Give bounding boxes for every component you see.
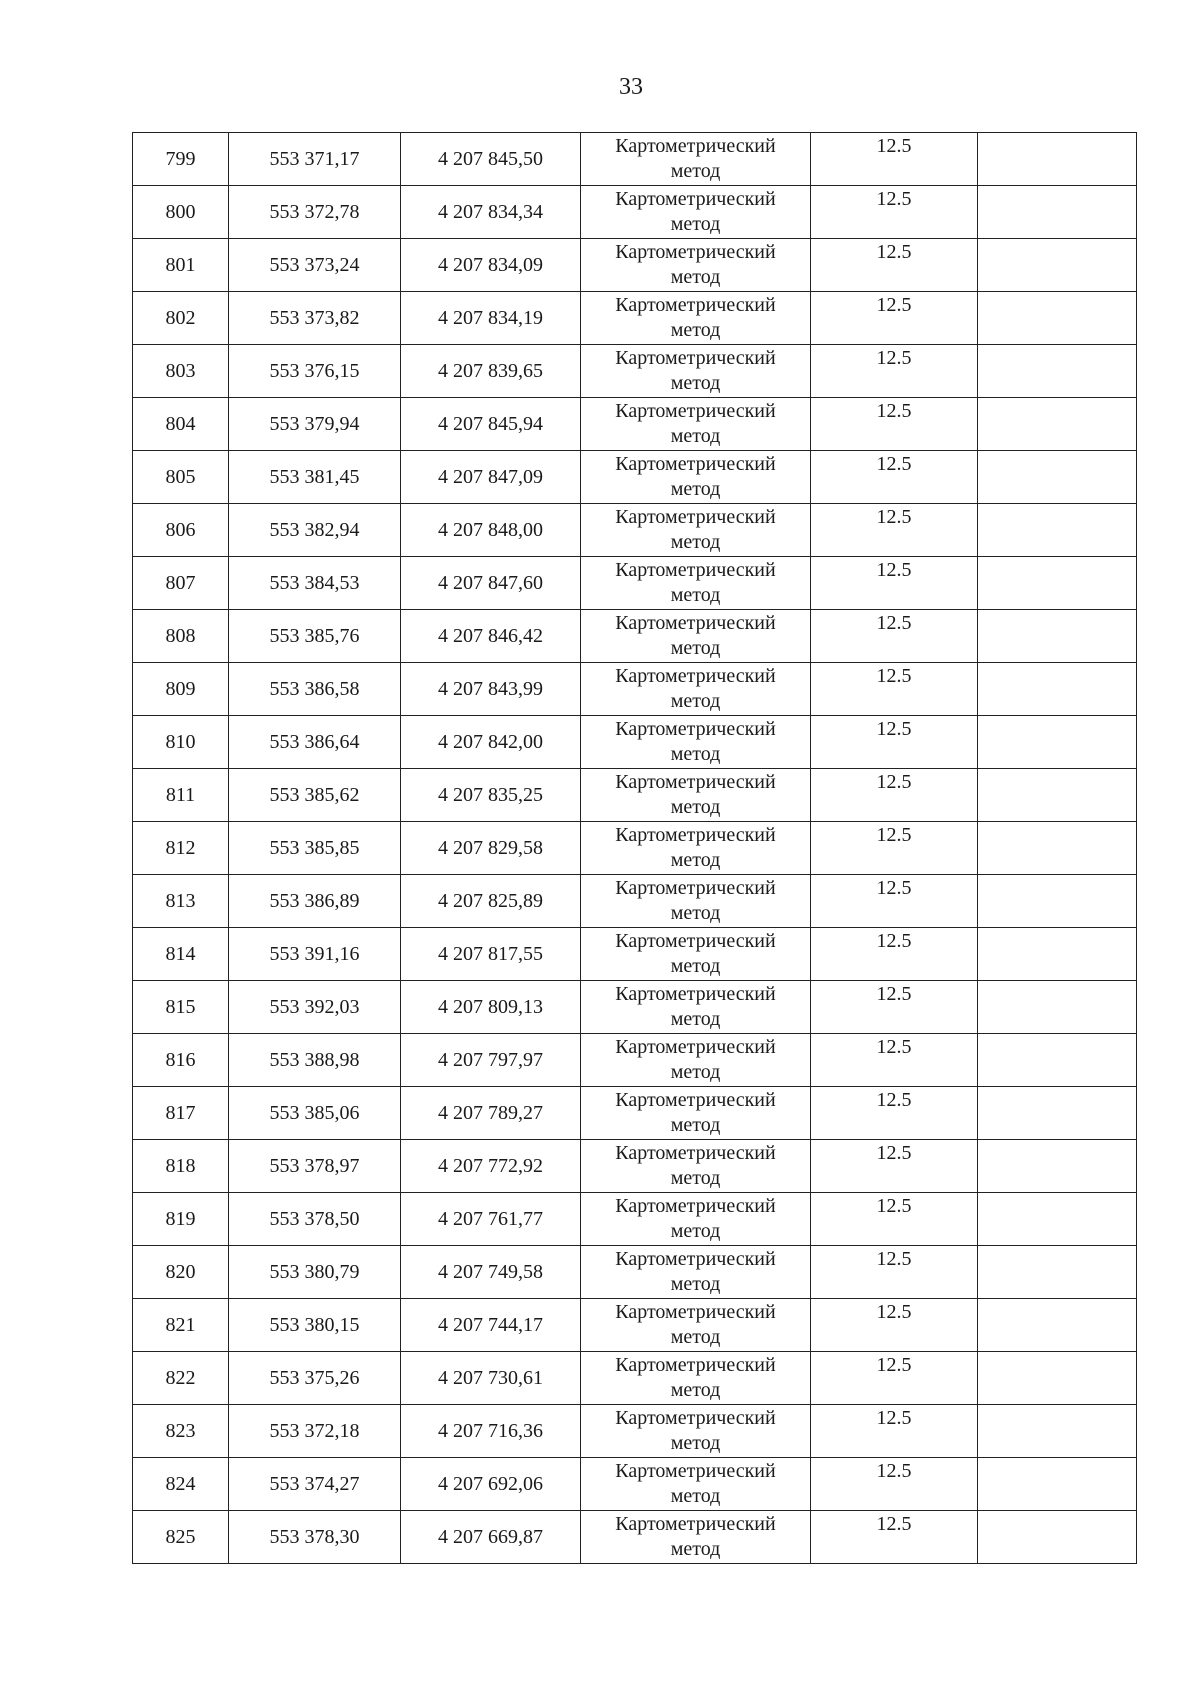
y-coordinate-cell: 4 207 842,00 — [401, 716, 581, 769]
method-label-line2: метод — [670, 584, 721, 606]
point-number-cell: 818 — [133, 1140, 229, 1193]
x-coordinate-cell: 553 386,64 — [229, 716, 401, 769]
table-row — [133, 1511, 1137, 1564]
method-label-line1: Картометрический — [615, 1195, 776, 1217]
table-row — [133, 1458, 1137, 1511]
y-coordinate-cell: 4 207 789,27 — [401, 1087, 581, 1140]
extra-cell — [978, 557, 1137, 610]
method-cell — [581, 1193, 811, 1246]
point-number-cell: 803 — [133, 345, 229, 398]
accuracy-cell: 12.5 — [811, 1246, 978, 1299]
method-label-line1: Картометрический — [615, 665, 776, 687]
table-row — [133, 557, 1137, 610]
method-cell — [581, 610, 811, 663]
point-number-cell: 809 — [133, 663, 229, 716]
point-number-cell: 811 — [133, 769, 229, 822]
point-number-cell: 815 — [133, 981, 229, 1034]
accuracy-cell: 12.5 — [811, 1140, 978, 1193]
method-label-line2: метод — [670, 743, 721, 765]
method-cell — [581, 1511, 811, 1564]
method-label-line1: Картометрический — [615, 1354, 776, 1376]
point-number-cell: 825 — [133, 1511, 229, 1564]
table-row — [133, 1140, 1137, 1193]
method-label-line2: метод — [670, 1538, 721, 1560]
method-label-line1: Картометрический — [615, 453, 776, 475]
method-label-line2: метод — [670, 1167, 721, 1189]
y-coordinate-cell: 4 207 797,97 — [401, 1034, 581, 1087]
x-coordinate-cell: 553 380,15 — [229, 1299, 401, 1352]
method-cell — [581, 451, 811, 504]
table-row — [133, 822, 1137, 875]
extra-cell — [978, 133, 1137, 186]
method-label-line2: метод — [670, 213, 721, 235]
y-coordinate-cell: 4 207 809,13 — [401, 981, 581, 1034]
method-cell — [581, 981, 811, 1034]
extra-cell — [978, 1299, 1137, 1352]
y-coordinate-cell: 4 207 847,60 — [401, 557, 581, 610]
accuracy-cell: 12.5 — [811, 769, 978, 822]
y-coordinate-cell: 4 207 845,50 — [401, 133, 581, 186]
method-label-line2: метод — [670, 425, 721, 447]
method-label-line1: Картометрический — [615, 1513, 776, 1535]
extra-cell — [978, 716, 1137, 769]
page-number: 33 — [619, 74, 643, 100]
extra-cell — [978, 610, 1137, 663]
table-row — [133, 1034, 1137, 1087]
table-row — [133, 345, 1137, 398]
extra-cell — [978, 1458, 1137, 1511]
method-label-line1: Картометрический — [615, 400, 776, 422]
extra-cell — [978, 663, 1137, 716]
y-coordinate-cell: 4 207 817,55 — [401, 928, 581, 981]
extra-cell — [978, 1087, 1137, 1140]
method-label-line2: метод — [670, 1432, 721, 1454]
accuracy-cell: 12.5 — [811, 133, 978, 186]
table-row — [133, 398, 1137, 451]
extra-cell — [978, 1511, 1137, 1564]
table-row — [133, 292, 1137, 345]
y-coordinate-cell: 4 207 839,65 — [401, 345, 581, 398]
point-number-cell: 814 — [133, 928, 229, 981]
method-cell — [581, 822, 811, 875]
method-cell — [581, 557, 811, 610]
method-label-line2: метод — [670, 1061, 721, 1083]
extra-cell — [978, 451, 1137, 504]
point-number-cell: 816 — [133, 1034, 229, 1087]
extra-cell — [978, 345, 1137, 398]
table-row — [133, 716, 1137, 769]
extra-cell — [978, 398, 1137, 451]
point-number-cell: 805 — [133, 451, 229, 504]
method-cell — [581, 1034, 811, 1087]
y-coordinate-cell: 4 207 835,25 — [401, 769, 581, 822]
extra-cell — [978, 928, 1137, 981]
accuracy-cell: 12.5 — [811, 292, 978, 345]
accuracy-cell: 12.5 — [811, 451, 978, 504]
point-number-cell: 821 — [133, 1299, 229, 1352]
table-row — [133, 875, 1137, 928]
method-cell — [581, 292, 811, 345]
point-number-cell: 822 — [133, 1352, 229, 1405]
table-row — [133, 769, 1137, 822]
accuracy-cell: 12.5 — [811, 610, 978, 663]
y-coordinate-cell: 4 207 846,42 — [401, 610, 581, 663]
method-label-line2: метод — [670, 478, 721, 500]
x-coordinate-cell: 553 374,27 — [229, 1458, 401, 1511]
accuracy-cell: 12.5 — [811, 1458, 978, 1511]
method-label-line2: метод — [670, 266, 721, 288]
extra-cell — [978, 292, 1137, 345]
method-cell — [581, 345, 811, 398]
y-coordinate-cell: 4 207 730,61 — [401, 1352, 581, 1405]
point-number-cell: 824 — [133, 1458, 229, 1511]
table-row — [133, 981, 1137, 1034]
point-number-cell: 817 — [133, 1087, 229, 1140]
x-coordinate-cell: 553 385,76 — [229, 610, 401, 663]
point-number-cell: 808 — [133, 610, 229, 663]
extra-cell — [978, 1193, 1137, 1246]
method-cell — [581, 398, 811, 451]
accuracy-cell: 12.5 — [811, 1087, 978, 1140]
method-cell — [581, 1246, 811, 1299]
accuracy-cell: 12.5 — [811, 186, 978, 239]
point-number-cell: 820 — [133, 1246, 229, 1299]
x-coordinate-cell: 553 381,45 — [229, 451, 401, 504]
table-row — [133, 1405, 1137, 1458]
point-number-cell: 807 — [133, 557, 229, 610]
method-label-line1: Картометрический — [615, 877, 776, 899]
x-coordinate-cell: 553 379,94 — [229, 398, 401, 451]
table-row — [133, 239, 1137, 292]
y-coordinate-cell: 4 207 847,09 — [401, 451, 581, 504]
method-label-line2: метод — [670, 637, 721, 659]
accuracy-cell: 12.5 — [811, 504, 978, 557]
method-label-line1: Картометрический — [615, 771, 776, 793]
y-coordinate-cell: 4 207 848,00 — [401, 504, 581, 557]
method-cell — [581, 504, 811, 557]
point-number-cell: 804 — [133, 398, 229, 451]
method-label-line1: Картометрический — [615, 718, 776, 740]
method-label-line1: Картометрический — [615, 347, 776, 369]
method-label-line2: метод — [670, 902, 721, 924]
method-label-line2: метод — [670, 1114, 721, 1136]
accuracy-cell: 12.5 — [811, 928, 978, 981]
extra-cell — [978, 1034, 1137, 1087]
method-cell — [581, 239, 811, 292]
y-coordinate-cell: 4 207 772,92 — [401, 1140, 581, 1193]
point-number-cell: 801 — [133, 239, 229, 292]
table-row — [133, 186, 1137, 239]
method-label-line1: Картометрический — [615, 612, 776, 634]
method-label-line1: Картометрический — [615, 1460, 776, 1482]
method-label-line2: метод — [670, 1220, 721, 1242]
method-cell — [581, 1087, 811, 1140]
extra-cell — [978, 1246, 1137, 1299]
x-coordinate-cell: 553 373,82 — [229, 292, 401, 345]
method-label-line1: Картометрический — [615, 241, 776, 263]
method-label-line1: Картометрический — [615, 559, 776, 581]
point-number-cell: 823 — [133, 1405, 229, 1458]
method-cell — [581, 186, 811, 239]
method-label-line1: Картометрический — [615, 983, 776, 1005]
method-label-line2: метод — [670, 1273, 721, 1295]
table-row — [133, 451, 1137, 504]
method-label-line1: Картометрический — [615, 1407, 776, 1429]
method-label-line2: метод — [670, 1485, 721, 1507]
x-coordinate-cell: 553 375,26 — [229, 1352, 401, 1405]
method-cell — [581, 1458, 811, 1511]
method-label-line1: Картометрический — [615, 188, 776, 210]
x-coordinate-cell: 553 372,78 — [229, 186, 401, 239]
table-row — [133, 504, 1137, 557]
accuracy-cell: 12.5 — [811, 345, 978, 398]
accuracy-cell: 12.5 — [811, 981, 978, 1034]
y-coordinate-cell: 4 207 843,99 — [401, 663, 581, 716]
accuracy-cell: 12.5 — [811, 557, 978, 610]
method-label-line1: Картометрический — [615, 930, 776, 952]
method-label-line2: метод — [670, 796, 721, 818]
extra-cell — [978, 186, 1137, 239]
x-coordinate-cell: 553 391,16 — [229, 928, 401, 981]
y-coordinate-cell: 4 207 834,34 — [401, 186, 581, 239]
x-coordinate-cell: 553 385,06 — [229, 1087, 401, 1140]
accuracy-cell: 12.5 — [811, 239, 978, 292]
accuracy-cell: 12.5 — [811, 1352, 978, 1405]
x-coordinate-cell: 553 378,50 — [229, 1193, 401, 1246]
method-label-line1: Картометрический — [615, 1089, 776, 1111]
point-number-cell: 812 — [133, 822, 229, 875]
x-coordinate-cell: 553 382,94 — [229, 504, 401, 557]
method-label-line2: метод — [670, 955, 721, 977]
method-label-line2: метод — [670, 160, 721, 182]
table-row — [133, 610, 1137, 663]
method-label-line2: метод — [670, 849, 721, 871]
method-cell — [581, 769, 811, 822]
method-cell — [581, 875, 811, 928]
x-coordinate-cell: 553 392,03 — [229, 981, 401, 1034]
method-label-line2: метод — [670, 690, 721, 712]
method-label-line2: метод — [670, 372, 721, 394]
accuracy-cell: 12.5 — [811, 1034, 978, 1087]
method-label-line1: Картометрический — [615, 506, 776, 528]
point-number-cell: 806 — [133, 504, 229, 557]
extra-cell — [978, 769, 1137, 822]
accuracy-cell: 12.5 — [811, 663, 978, 716]
extra-cell — [978, 504, 1137, 557]
point-number-cell: 813 — [133, 875, 229, 928]
method-label-line2: метод — [670, 1326, 721, 1348]
point-number-cell: 800 — [133, 186, 229, 239]
method-label-line2: метод — [670, 531, 721, 553]
extra-cell — [978, 239, 1137, 292]
y-coordinate-cell: 4 207 829,58 — [401, 822, 581, 875]
x-coordinate-cell: 553 378,30 — [229, 1511, 401, 1564]
point-number-cell: 819 — [133, 1193, 229, 1246]
extra-cell — [978, 822, 1137, 875]
method-label-line1: Картометрический — [615, 1036, 776, 1058]
y-coordinate-cell: 4 207 744,17 — [401, 1299, 581, 1352]
extra-cell — [978, 875, 1137, 928]
method-label-line2: метод — [670, 1379, 721, 1401]
method-label-line1: Картометрический — [615, 824, 776, 846]
y-coordinate-cell: 4 207 692,06 — [401, 1458, 581, 1511]
method-cell — [581, 1299, 811, 1352]
method-label-line2: метод — [670, 319, 721, 341]
x-coordinate-cell: 553 385,85 — [229, 822, 401, 875]
table-row — [133, 133, 1137, 186]
method-cell — [581, 1352, 811, 1405]
x-coordinate-cell: 553 385,62 — [229, 769, 401, 822]
method-label-line1: Картометрический — [615, 294, 776, 316]
accuracy-cell: 12.5 — [811, 716, 978, 769]
method-label-line1: Картометрический — [615, 1142, 776, 1164]
y-coordinate-cell: 4 207 749,58 — [401, 1246, 581, 1299]
x-coordinate-cell: 553 376,15 — [229, 345, 401, 398]
table-row — [133, 1299, 1137, 1352]
table-row — [133, 1246, 1137, 1299]
point-number-cell: 810 — [133, 716, 229, 769]
y-coordinate-cell: 4 207 669,87 — [401, 1511, 581, 1564]
point-number-cell: 799 — [133, 133, 229, 186]
x-coordinate-cell: 553 371,17 — [229, 133, 401, 186]
y-coordinate-cell: 4 207 761,77 — [401, 1193, 581, 1246]
method-label-line1: Картометрический — [615, 1248, 776, 1270]
method-cell — [581, 1140, 811, 1193]
table-row — [133, 1193, 1137, 1246]
table-row — [133, 1087, 1137, 1140]
table-row — [133, 928, 1137, 981]
x-coordinate-cell: 553 388,98 — [229, 1034, 401, 1087]
extra-cell — [978, 1352, 1137, 1405]
x-coordinate-cell: 553 386,89 — [229, 875, 401, 928]
y-coordinate-cell: 4 207 716,36 — [401, 1405, 581, 1458]
x-coordinate-cell: 553 384,53 — [229, 557, 401, 610]
extra-cell — [978, 1405, 1137, 1458]
method-cell — [581, 1405, 811, 1458]
coordinates-table-body — [133, 133, 1137, 1564]
method-cell — [581, 716, 811, 769]
accuracy-cell: 12.5 — [811, 398, 978, 451]
accuracy-cell: 12.5 — [811, 1405, 978, 1458]
accuracy-cell: 12.5 — [811, 1193, 978, 1246]
y-coordinate-cell: 4 207 834,19 — [401, 292, 581, 345]
x-coordinate-cell: 553 380,79 — [229, 1246, 401, 1299]
table-row — [133, 1352, 1137, 1405]
method-label-line1: Картометрический — [615, 135, 776, 157]
accuracy-cell: 12.5 — [811, 1299, 978, 1352]
x-coordinate-cell: 553 372,18 — [229, 1405, 401, 1458]
coordinates-table — [132, 132, 1137, 1564]
extra-cell — [978, 981, 1137, 1034]
x-coordinate-cell: 553 386,58 — [229, 663, 401, 716]
x-coordinate-cell: 553 378,97 — [229, 1140, 401, 1193]
y-coordinate-cell: 4 207 834,09 — [401, 239, 581, 292]
y-coordinate-cell: 4 207 845,94 — [401, 398, 581, 451]
accuracy-cell: 12.5 — [811, 1511, 978, 1564]
x-coordinate-cell: 553 373,24 — [229, 239, 401, 292]
accuracy-cell: 12.5 — [811, 822, 978, 875]
method-cell — [581, 663, 811, 716]
method-label-line1: Картометрический — [615, 1301, 776, 1323]
point-number-cell: 802 — [133, 292, 229, 345]
method-label-line2: метод — [670, 1008, 721, 1030]
extra-cell — [978, 1140, 1137, 1193]
method-cell — [581, 928, 811, 981]
y-coordinate-cell: 4 207 825,89 — [401, 875, 581, 928]
table-row — [133, 663, 1137, 716]
accuracy-cell: 12.5 — [811, 875, 978, 928]
method-cell — [581, 133, 811, 186]
